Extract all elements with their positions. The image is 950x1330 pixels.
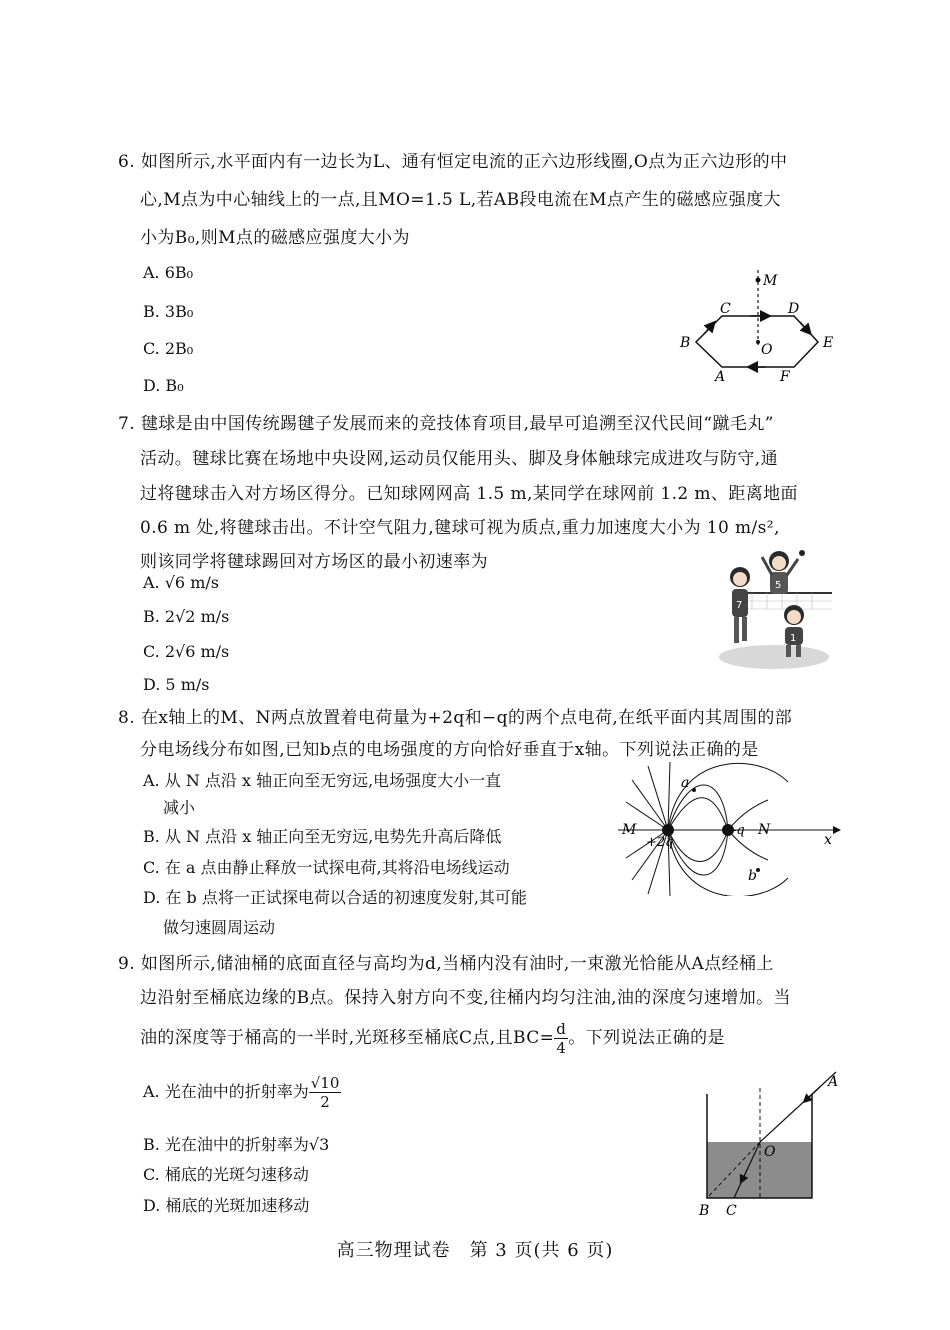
q9-option-c: C. 桶底的光斑匀速移动 — [143, 1165, 309, 1184]
q7-line-3: 过将毽球击入对方场区得分。已知球网网高 1.5 m,某同学在球网前 1.2 m、距离地面 — [140, 484, 798, 504]
q7-option-d: D. 5 m/s — [143, 675, 210, 694]
fraction-root10-over-2 — [309, 1074, 342, 1111]
q7-option-a: A. √6 m/s — [143, 573, 219, 592]
fraction-numerator: √10 — [310, 1074, 340, 1092]
q6-option-c: C. 2B₀ — [143, 339, 194, 358]
fraction-numerator: d — [556, 1020, 567, 1038]
label-a: A — [715, 369, 726, 385]
q7-line-4: 0.6 m 处,将毽球击出。不计空气阻力,毽球可视为质点,重力加速度大小为 10 m/s², — [140, 518, 780, 538]
label-b: B — [680, 335, 691, 351]
label-plus-2q: +2q — [646, 835, 674, 850]
q9-option-b: B. 光在油中的折射率为√3 — [143, 1135, 330, 1154]
label-b-corner: B — [699, 1203, 710, 1219]
label-m: M — [763, 273, 778, 289]
q7-line-5: 则该同学将毽球踢回对方场区的最小初速率为 — [140, 552, 488, 572]
fraction-denominator: 4 — [556, 1039, 567, 1057]
q8-option-d-cont: 做匀速圆周运动 — [163, 918, 276, 937]
q9-line-3 — [140, 1016, 725, 1060]
label-o-center: O — [764, 1144, 776, 1160]
q6-line-2: 心,M点为中心轴线上的一点,且MO=1.5 L,若AB段电流在M点产生的磁感应强度大 — [140, 190, 781, 210]
svg-text:5: 5 — [775, 580, 782, 591]
label-b-point: b — [748, 868, 757, 884]
q9-line-2: 边沿射至桶底边缘的B点。保持入射方向不变,往桶内均匀注油,油的深度匀速增加。当 — [140, 988, 791, 1008]
q7-option-b: B. 2√2 m/s — [143, 607, 230, 626]
q7-line-1: 7. 毽球是由中国传统踢毽子发展而来的竞技体育项目,最早可追溯至汉代民间“蹴毛丸” — [118, 414, 774, 434]
oil-barrel-figure — [690, 1064, 850, 1220]
q7-option-c: C. 2√6 m/s — [143, 642, 230, 661]
label-minus-q: -q — [732, 823, 745, 838]
label-o: O — [761, 342, 773, 358]
label-c: C — [720, 301, 731, 317]
q8-line-2: 分电场线分布如图,已知b点的电场强度的方向恰好垂直于x轴。下列说法正确的是 — [140, 740, 759, 760]
fraction-d-over-4 — [554, 1020, 568, 1057]
label-n-point: N — [758, 822, 771, 838]
q8-option-b: B. 从 N 点沿 x 轴正向至无穷远,电势先升高后降低 — [143, 827, 502, 846]
q6-option-b: B. 3B₀ — [143, 302, 194, 321]
label-x-axis: x — [824, 832, 832, 848]
q6-line-1: 6. 如图所示,水平面内有一边长为L、通有恒定电流的正六边形线圈,O点为正六边形的中 — [118, 152, 788, 172]
label-c-spot: C — [726, 1203, 737, 1219]
q8-option-a: A. 从 N 点沿 x 轴正向至无穷远,电场强度大小一直 — [143, 771, 502, 790]
q9-line-3-suffix: 。下列说法正确的是 — [568, 1028, 725, 1048]
q8-option-c: C. 在 a 点由静止释放一试探电荷,其将沿电场线运动 — [143, 858, 510, 877]
svg-text:1: 1 — [790, 633, 797, 644]
q9-option-a-text: A. 光在油中的折射率为 — [143, 1082, 309, 1101]
q8-option-a-cont: 减小 — [163, 798, 196, 817]
label-e: E — [823, 335, 834, 351]
page-footer: 高三物理试卷 第 3 页(共 6 页) — [336, 1240, 614, 1261]
q6-option-a: A. 6B₀ — [143, 263, 194, 282]
q9-option-d: D. 桶底的光斑加速移动 — [143, 1196, 310, 1215]
q9-option-a — [143, 1070, 341, 1114]
q9-line-3-prefix: 油的深度等于桶高的一半时,光斑移至桶底C点,且BC= — [140, 1028, 555, 1048]
q9-line-1: 9. 如图所示,储油桶的底面直径与高均为d,当桶内没有油时,一束激光恰能从A点经桶上 — [118, 954, 774, 974]
label-f: F — [780, 369, 790, 385]
shuttlecock-players-illustration — [712, 545, 842, 673]
q7-line-2: 活动。毽球比赛在场地中央设网,运动员仅能用头、脚及身体触球完成进攻与防守,通 — [140, 449, 779, 469]
q8-option-d: D. 在 b 点将一正试探电荷以合适的初速度发射,其可能 — [143, 888, 527, 907]
q6-option-d: D. B₀ — [143, 376, 184, 395]
label-a-point: a — [681, 775, 690, 791]
q6-line-3: 小为B₀,则M点的磁感应强度大小为 — [140, 228, 410, 248]
label-a-source: A — [828, 1074, 839, 1090]
label-d: D — [788, 301, 800, 317]
hexagon-coil-figure — [670, 262, 850, 390]
svg-text:7: 7 — [736, 600, 743, 611]
label-m-point: M — [622, 822, 637, 838]
fraction-denominator: 2 — [320, 1093, 330, 1111]
q8-line-1: 8. 在x轴上的M、N两点放置着电荷量为+2q和−q的两个点电荷,在纸平面内其周围的部 — [118, 708, 793, 728]
electric-field-lines-figure — [618, 762, 843, 896]
